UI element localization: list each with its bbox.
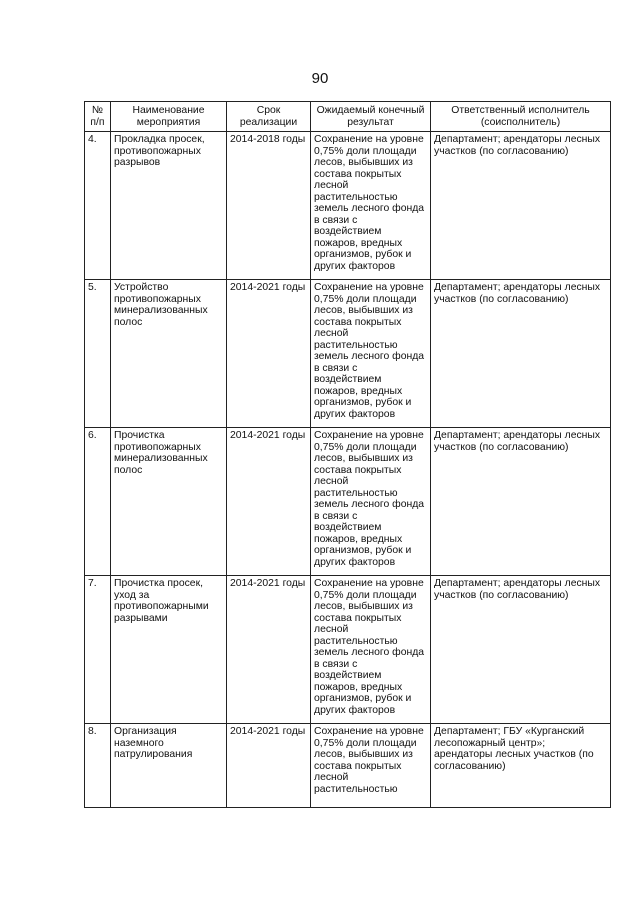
header-number: № п/п bbox=[85, 102, 111, 132]
table-row bbox=[85, 724, 611, 808]
row-number: 5. bbox=[85, 280, 111, 428]
table-row bbox=[85, 280, 611, 428]
row-result: Сохранение на уровне 0,75% доли площади лесов, выбывших из состава покрытых лесной растительностью bbox=[311, 724, 431, 808]
row-name: Организация наземного патрулирования bbox=[111, 724, 227, 808]
row-number: 8. bbox=[85, 724, 111, 808]
row-responsible: Департамент; арендаторы лесных участков (по согласованию) bbox=[431, 132, 611, 280]
row-name: Прочистка противопожарных минерализованных полос bbox=[111, 428, 227, 576]
measures-table bbox=[84, 101, 611, 808]
page-number: 90 bbox=[311, 70, 329, 87]
row-number: 7. bbox=[85, 576, 111, 724]
row-result: Сохранение на уровне 0,75% доли площади лесов, выбывших из состава покрытых лесной растительностью земель лесного фонда в связи с воздействием пожаров, вредных организмов, рубок и других факторов bbox=[311, 132, 431, 280]
row-number: 4. bbox=[85, 132, 111, 280]
row-result: Сохранение на уровне 0,75% доли площади лесов, выбывших из состава покрытых лесной растительностью земель лесного фонда в связи с воздействием пожаров, вредных организмов, рубок и других факторов bbox=[311, 428, 431, 576]
table-row bbox=[85, 428, 611, 576]
header-result: Ожидаемый конечный результат bbox=[311, 102, 431, 132]
row-name: Прокладка просек, противопожарных разрывов bbox=[111, 132, 227, 280]
row-period: 2014-2021 годы bbox=[227, 428, 311, 576]
table-row bbox=[85, 576, 611, 724]
row-period: 2014-2021 годы bbox=[227, 280, 311, 428]
row-name: Прочистка просек, уход за противопожарными разрывами bbox=[111, 576, 227, 724]
header-name: Наименование мероприятия bbox=[111, 102, 227, 132]
header-period: Срок реализации bbox=[227, 102, 311, 132]
row-responsible: Департамент; арендаторы лесных участков (по согласованию) bbox=[431, 576, 611, 724]
row-name: Устройство противопожарных минерализованных полос bbox=[111, 280, 227, 428]
row-period: 2014-2021 годы bbox=[227, 724, 311, 808]
row-period: 2014-2018 годы bbox=[227, 132, 311, 280]
table-row bbox=[85, 132, 611, 280]
row-result: Сохранение на уровне 0,75% доли площади лесов, выбывших из состава покрытых лесной растительностью земель лесного фонда в связи с воздействием пожаров, вредных организмов, рубок и других факторов bbox=[311, 576, 431, 724]
row-responsible: Департамент; ГБУ «Курганский лесопожарный центр»; арендаторы лесных участков (по согласованию) bbox=[431, 724, 611, 808]
row-number: 6. bbox=[85, 428, 111, 576]
row-responsible: Департамент; арендаторы лесных участков (по согласованию) bbox=[431, 428, 611, 576]
table-header-row bbox=[85, 102, 611, 132]
row-period: 2014-2021 годы bbox=[227, 576, 311, 724]
row-result: Сохранение на уровне 0,75% доли площади лесов, выбывших из состава покрытых лесной растительностью земель лесного фонда в связи с воздействием пожаров, вредных организмов, рубок и других факторов bbox=[311, 280, 431, 428]
header-responsible: Ответственный исполнитель (соисполнитель) bbox=[431, 102, 611, 132]
row-responsible: Департамент; арендаторы лесных участков (по согласованию) bbox=[431, 280, 611, 428]
